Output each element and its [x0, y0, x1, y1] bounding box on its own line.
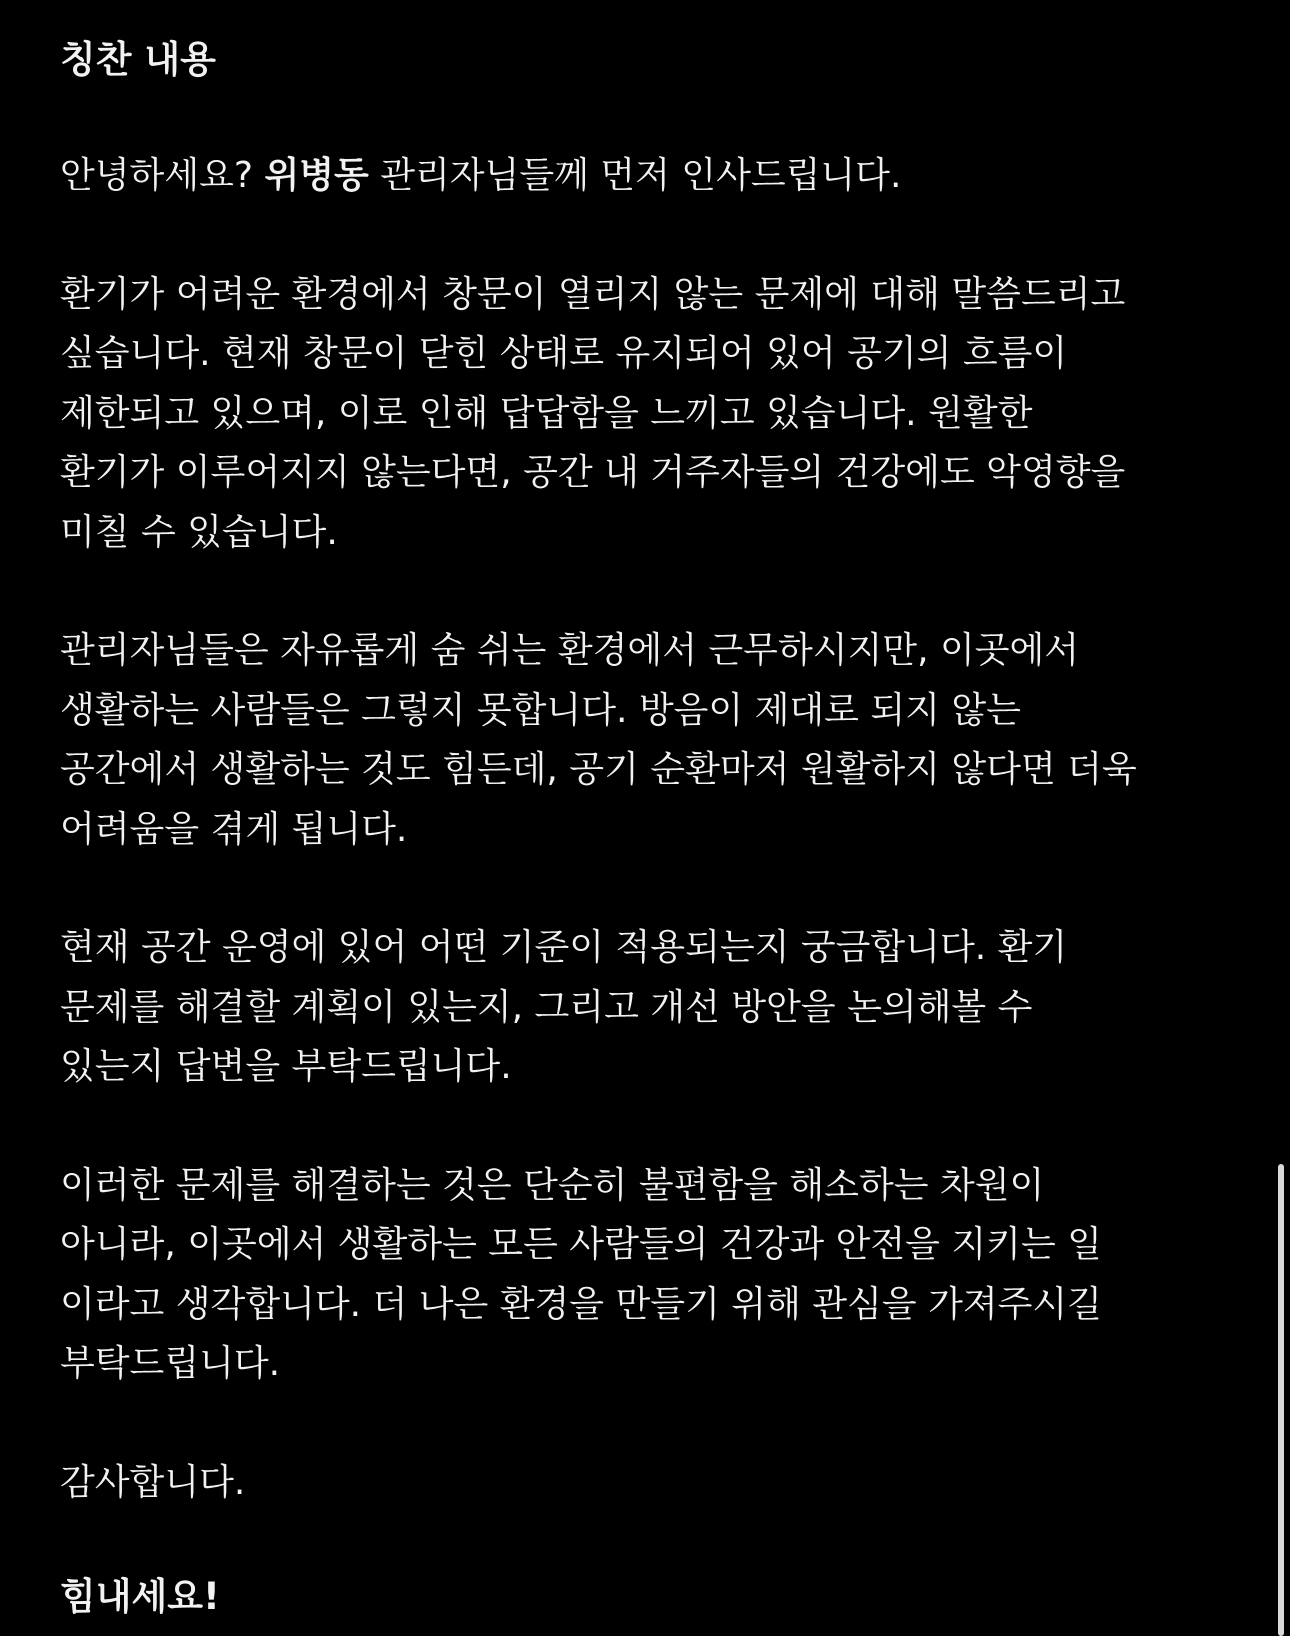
- paragraph-ventilation-issue: [60, 265, 1190, 563]
- greeting-line: [60, 146, 1190, 206]
- text-line: 부탁드립니다.: [60, 1343, 281, 1384]
- text-line: 현재 공간 운영에 있어 어떤 기준이 적용되는지 궁금합니다. 환기: [60, 927, 1068, 968]
- text-line: 미칠 수 있습니다.: [60, 511, 338, 553]
- text-line: 문제를 해결할 계획이 있는지, 그리고 개선 방안을 논의해볼 수: [60, 986, 1033, 1028]
- paragraph-request: [60, 918, 1190, 1097]
- text-line: 공간에서 생활하는 것도 힘든데, 공기 순환마저 원활하지 않다면 더욱: [60, 749, 1137, 790]
- text-line: 관리자님들은 자유롭게 숨 쉬는 환경에서 근무하시지만, 이곳에서: [60, 630, 1080, 671]
- vertical-scrollbar[interactable]: [1278, 1164, 1284, 1636]
- cheer-text: 힘내세요!: [60, 1574, 220, 1618]
- text-line: 환기가 어려운 환경에서 창문이 열리지 않는 문제에 대해 말씀드리고: [60, 273, 1126, 315]
- closing-text: 감사합니다.: [60, 1461, 246, 1503]
- message-body: [60, 28, 1190, 1627]
- text-line: 이러한 문제를 해결하는 것은 단순히 불편함을 해소하는 차원이: [60, 1164, 1045, 1206]
- text-line: 환기가 이루어지지 않는다면, 공간 내 거주자들의 건강에도 악영향을: [60, 452, 1126, 493]
- paragraph-conclusion: [60, 1156, 1190, 1394]
- greeting-ward-name: 위병동: [264, 155, 369, 196]
- text-line: 생활하는 사람들은 그렇지 못합니다. 방음이 제대로 되지 않는: [60, 689, 1021, 731]
- text-line: 싶습니다. 현재 창문이 닫힌 상태로 유지되어 있어 공기의 흐름이: [60, 333, 1068, 374]
- paragraph-living-conditions: [60, 621, 1190, 859]
- text-line: 제한되고 있으며, 이로 인해 답답함을 느끼고 있습니다. 원활한: [60, 392, 1033, 434]
- greeting-prefix: 안녕하세요?: [60, 155, 265, 196]
- greeting-suffix: 관리자님들께 먼저 인사드립니다.: [368, 155, 902, 196]
- text-line: 있는지 답변을 부탁드립니다.: [60, 1046, 512, 1087]
- page-title: 칭찬 내용: [60, 38, 216, 81]
- text-line: 어려움을 겪게 됩니다.: [60, 808, 408, 850]
- text-line: 아니라, 이곳에서 생활하는 모든 사람들의 건강과 안전을 지키는 일: [60, 1224, 1102, 1265]
- text-line: 이라고 생각합니다. 더 나은 환경을 만들기 위해 관심을 가져주시길: [60, 1283, 1102, 1325]
- greeting-paragraph: [60, 146, 1190, 206]
